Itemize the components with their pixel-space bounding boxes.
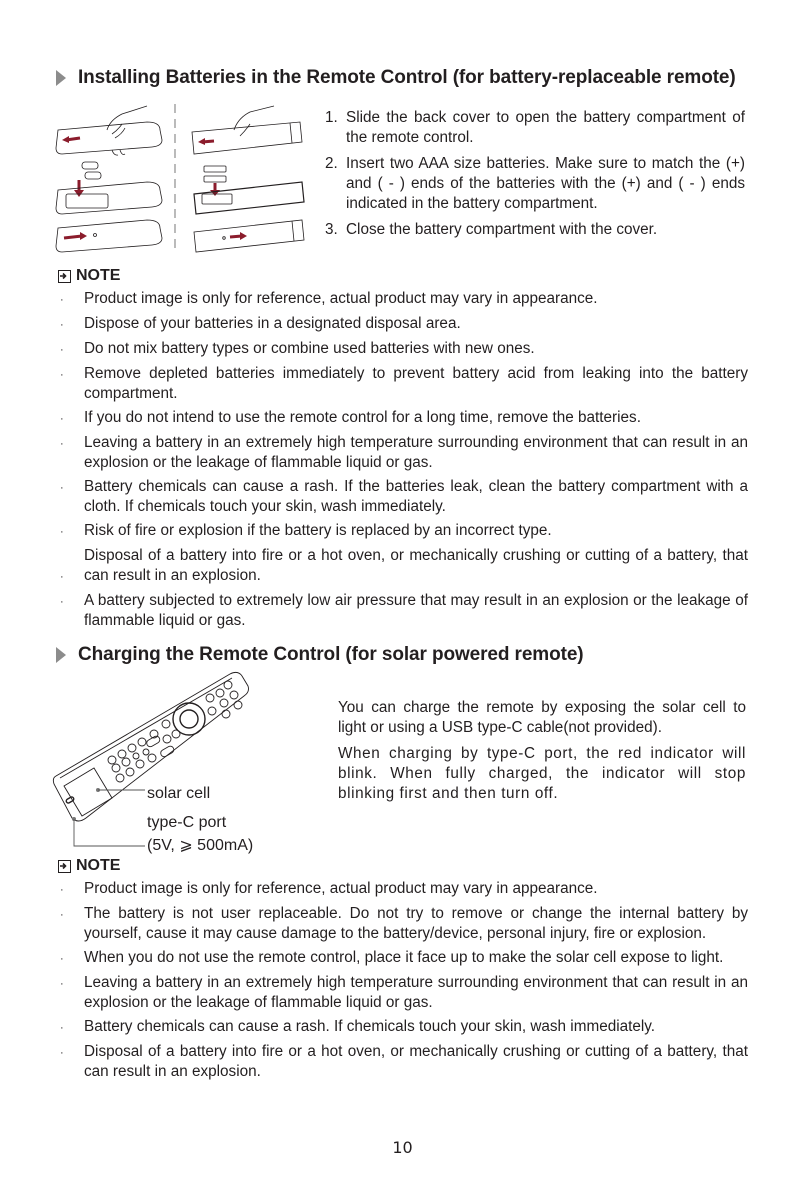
note-item <box>60 477 748 517</box>
note-text: Do not mix battery types or combine used batteries with new ones. <box>84 340 535 357</box>
step-text: Slide the back cover to open the battery compartment of the remote control. <box>346 109 745 146</box>
step-item <box>325 154 745 214</box>
bullet-dot: · <box>60 953 64 965</box>
note-text: Dispose of your batteries in a designated disposal area. <box>84 315 461 332</box>
note-arrow-icon <box>58 270 71 283</box>
bullet-dot: · <box>60 571 64 583</box>
note-text: Product image is only for reference, actual product may vary in appearance. <box>84 290 598 307</box>
step-number: 2. <box>325 155 338 172</box>
type-c-port-label: type-C port <box>147 814 227 831</box>
note-heading <box>58 267 120 285</box>
charging-description <box>338 698 746 810</box>
section-title-installing-batteries <box>56 67 736 89</box>
note-item <box>60 904 748 944</box>
note-item <box>60 973 748 1013</box>
bullet-dot: · <box>60 526 64 538</box>
note-item <box>60 433 748 473</box>
note-item <box>60 364 748 404</box>
note-item <box>60 948 748 969</box>
bullet-dot: · <box>60 909 64 921</box>
step-item <box>325 220 745 240</box>
charging-paragraph: When charging by type-C port, the red indicator will blink. When fully charged, the indicator will stop blinking first and then turn off. <box>338 745 746 802</box>
type-c-port-spec: (5V, ⩾ 500mA) <box>147 837 254 854</box>
charging-paragraph: You can charge the remote by exposing the solar cell to light or using a USB type-C cable(not provided). <box>338 699 746 736</box>
bullet-dot: · <box>60 1047 64 1059</box>
step-text: Insert two AAA size batteries. Make sure to match the (+) and ( - ) ends of the batteries with the (+) and ( - ) ends indicated in the battery compartment. <box>346 155 745 212</box>
note-list-batteries <box>60 289 748 635</box>
step-number: 1. <box>325 109 338 126</box>
note-text: When you do not use the remote control, place it face up to make the solar cell expose to light. <box>84 949 724 966</box>
section-arrow-icon <box>56 70 66 86</box>
note-item <box>60 339 748 360</box>
note-text: If you do not intend to use the remote control for a long time, remove the batteries. <box>84 409 641 426</box>
note-text: Risk of fire or explosion if the battery is replaced by an incorrect type. <box>84 522 552 539</box>
page-number: 10 <box>392 1138 413 1157</box>
note-arrow-icon <box>58 860 71 873</box>
note-text: Battery chemicals can cause a rash. If the batteries leak, clean the battery compartment with a cloth. If chemicals touch your skin, wash immediately. <box>84 478 748 515</box>
battery-installation-illustration <box>52 100 312 258</box>
bullet-dot: · <box>60 438 64 450</box>
note-text: Disposal of a battery into fire or a hot oven, or mechanically crushing or cutting of a battery, that can result in an explosion. <box>84 547 748 584</box>
note-item <box>60 591 748 631</box>
note-label: NOTE <box>76 857 121 874</box>
installation-steps <box>325 108 745 246</box>
note-text: Product image is only for reference, actual product may vary in appearance. <box>84 880 598 897</box>
bullet-dot: · <box>60 596 64 608</box>
note-item <box>60 314 748 335</box>
section-arrow-icon <box>56 647 66 663</box>
note-text: Leaving a battery in an extremely high temperature surrounding environment that can result in an explosion or the leakage of flammable liquid or gas. <box>84 434 748 471</box>
note-text: Disposal of a battery into fire or a hot oven, or mechanically crushing or cutting of a battery, that can result in an explosion. <box>84 1043 748 1080</box>
bullet-dot: · <box>60 482 64 494</box>
note-label: NOTE <box>76 267 121 284</box>
bullet-dot: · <box>60 369 64 381</box>
note-item <box>60 879 748 900</box>
step-text: Close the battery compartment with the cover. <box>346 221 658 238</box>
solar-cell-label: solar cell <box>147 785 211 802</box>
note-item <box>60 289 748 310</box>
bullet-dot: · <box>60 294 64 306</box>
bullet-dot: · <box>60 344 64 356</box>
section-title-text: Installing Batteries in the Remote Control (for battery-replaceable remote) <box>78 67 736 88</box>
section-title-charging <box>56 644 584 666</box>
bullet-dot: · <box>60 413 64 425</box>
bullet-dot: · <box>60 319 64 331</box>
bullet-dot: · <box>60 884 64 896</box>
note-item <box>60 521 748 542</box>
note-list-solar <box>60 879 748 1086</box>
note-item <box>60 1042 748 1082</box>
note-item <box>60 546 748 587</box>
note-text: A battery subjected to extremely low air pressure that may result in an explosion or the leakage of flammable liquid or gas. <box>84 592 748 629</box>
note-text: Leaving a battery in an extremely high temperature surrounding environment that can result in an explosion or the leakage of flammable liquid or gas. <box>84 974 748 1011</box>
step-item <box>325 108 745 148</box>
note-heading <box>58 857 120 875</box>
note-text: Remove depleted batteries immediately to prevent battery acid from leaking into the battery compartment. <box>84 365 748 402</box>
step-number: 3. <box>325 221 338 238</box>
bullet-dot: · <box>60 978 64 990</box>
bullet-dot: · <box>60 1022 64 1034</box>
note-item <box>60 408 748 429</box>
note-text: The battery is not user replaceable. Do not try to remove or change the internal battery by yourself, cause it may cause damage to the battery/device, personal injury, fire or explosion. <box>84 905 748 942</box>
note-text: Battery chemicals can cause a rash. If chemicals touch your skin, wash immediately. <box>84 1018 656 1035</box>
note-item <box>60 1017 748 1038</box>
section-title-text: Charging the Remote Control (for solar powered remote) <box>78 644 584 665</box>
